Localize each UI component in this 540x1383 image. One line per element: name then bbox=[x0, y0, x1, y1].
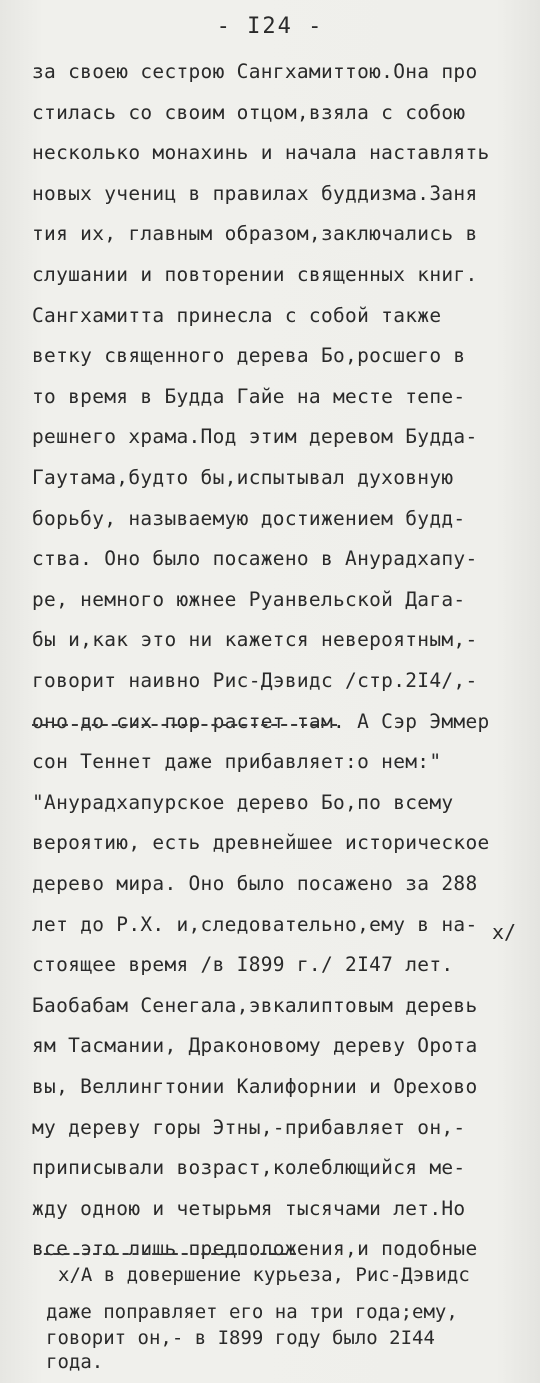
text-line: за своею сестрою Сангхамиттою.Она про bbox=[32, 60, 478, 83]
footnote-marker: x/ bbox=[492, 920, 517, 944]
underline-quote bbox=[32, 724, 337, 726]
text-line: жду одною и четырьмя тысячами лет.Но bbox=[32, 1196, 466, 1220]
text-line: ветку священного дерева Бо,росшего в bbox=[32, 344, 466, 368]
text-line: вы, Веллингтонии Калифорнии и Орехово bbox=[32, 1075, 478, 1098]
text-line: решнего храма.Под этим деревом Будда- bbox=[32, 425, 478, 449]
footnote-line: говорит он,- в I899 году было 2I44 bbox=[46, 1327, 435, 1349]
text-line: борьбу, называемую достижением будд- bbox=[32, 506, 466, 530]
page-number: - I24 - bbox=[216, 14, 324, 39]
footnote-line: года. bbox=[46, 1351, 104, 1373]
text-line: несколько монахинь и начала наставлять bbox=[32, 141, 490, 165]
footnote-line: x/А в довершение курьеза, Рис-Дэвидс bbox=[58, 1264, 470, 1286]
text-line: вероятию, есть древнейшее историческое bbox=[32, 831, 490, 855]
text-line: тия их, главным образом,заключались в bbox=[32, 222, 478, 246]
text-line: Баобабам Сенегала,эвкалиптовым деревь bbox=[32, 993, 478, 1017]
text-line: стилась со своим отцом,взяла с собою bbox=[32, 100, 466, 124]
text-line: ства. Оно было посажено в Анурадхапу- bbox=[32, 547, 478, 571]
text-line: стоящее время /в I899 г./ 2I47 лет. bbox=[32, 953, 454, 977]
text-line: ям Тасмании, Драконовому дереву Орота bbox=[32, 1034, 478, 1058]
footnote-line: даже поправляет его на три года;ему, bbox=[46, 1301, 458, 1323]
text-line: лет до Р.Х. и,следовательно,ему в на- bbox=[32, 912, 478, 936]
text-line: бы и,как это ни кажется невероятным,- bbox=[32, 628, 478, 652]
text-line: Сангхамитта принесла с собой также bbox=[32, 303, 442, 327]
text-line: оно до сих пор растет там. А Сэр Эммер bbox=[32, 709, 490, 733]
text-line: Гаутама,будто бы,испытывал духовную bbox=[32, 466, 454, 489]
text-line: новых учениц в правилах буддизма.Заня bbox=[32, 181, 478, 205]
text-line: ре, немного южнее Руанвельской Дага- bbox=[32, 587, 466, 611]
text-line: сон Теннет даже прибавляет:о нем:" bbox=[32, 750, 442, 774]
text-line: дерево мира. Оно было посажено за 288 bbox=[32, 872, 478, 895]
text-line: "Анурадхапурское дерево Бо,по всему bbox=[32, 790, 454, 814]
text-line: му дереву горы Этны,-прибавляет он,- bbox=[32, 1115, 466, 1139]
text-line: все это лишь предположения,и подобные bbox=[32, 1237, 478, 1261]
text-line: приписывали возраст,колеблющийся ме- bbox=[32, 1156, 466, 1180]
footnote-separator bbox=[34, 1253, 296, 1255]
text-line: слушании и повторении священных книг. bbox=[32, 263, 478, 286]
text-line: говорит наивно Рис-Дэвидс /стр.2I4/,- bbox=[32, 669, 478, 692]
text-line: то время в Будда Гайе на месте тепе- bbox=[32, 384, 466, 408]
